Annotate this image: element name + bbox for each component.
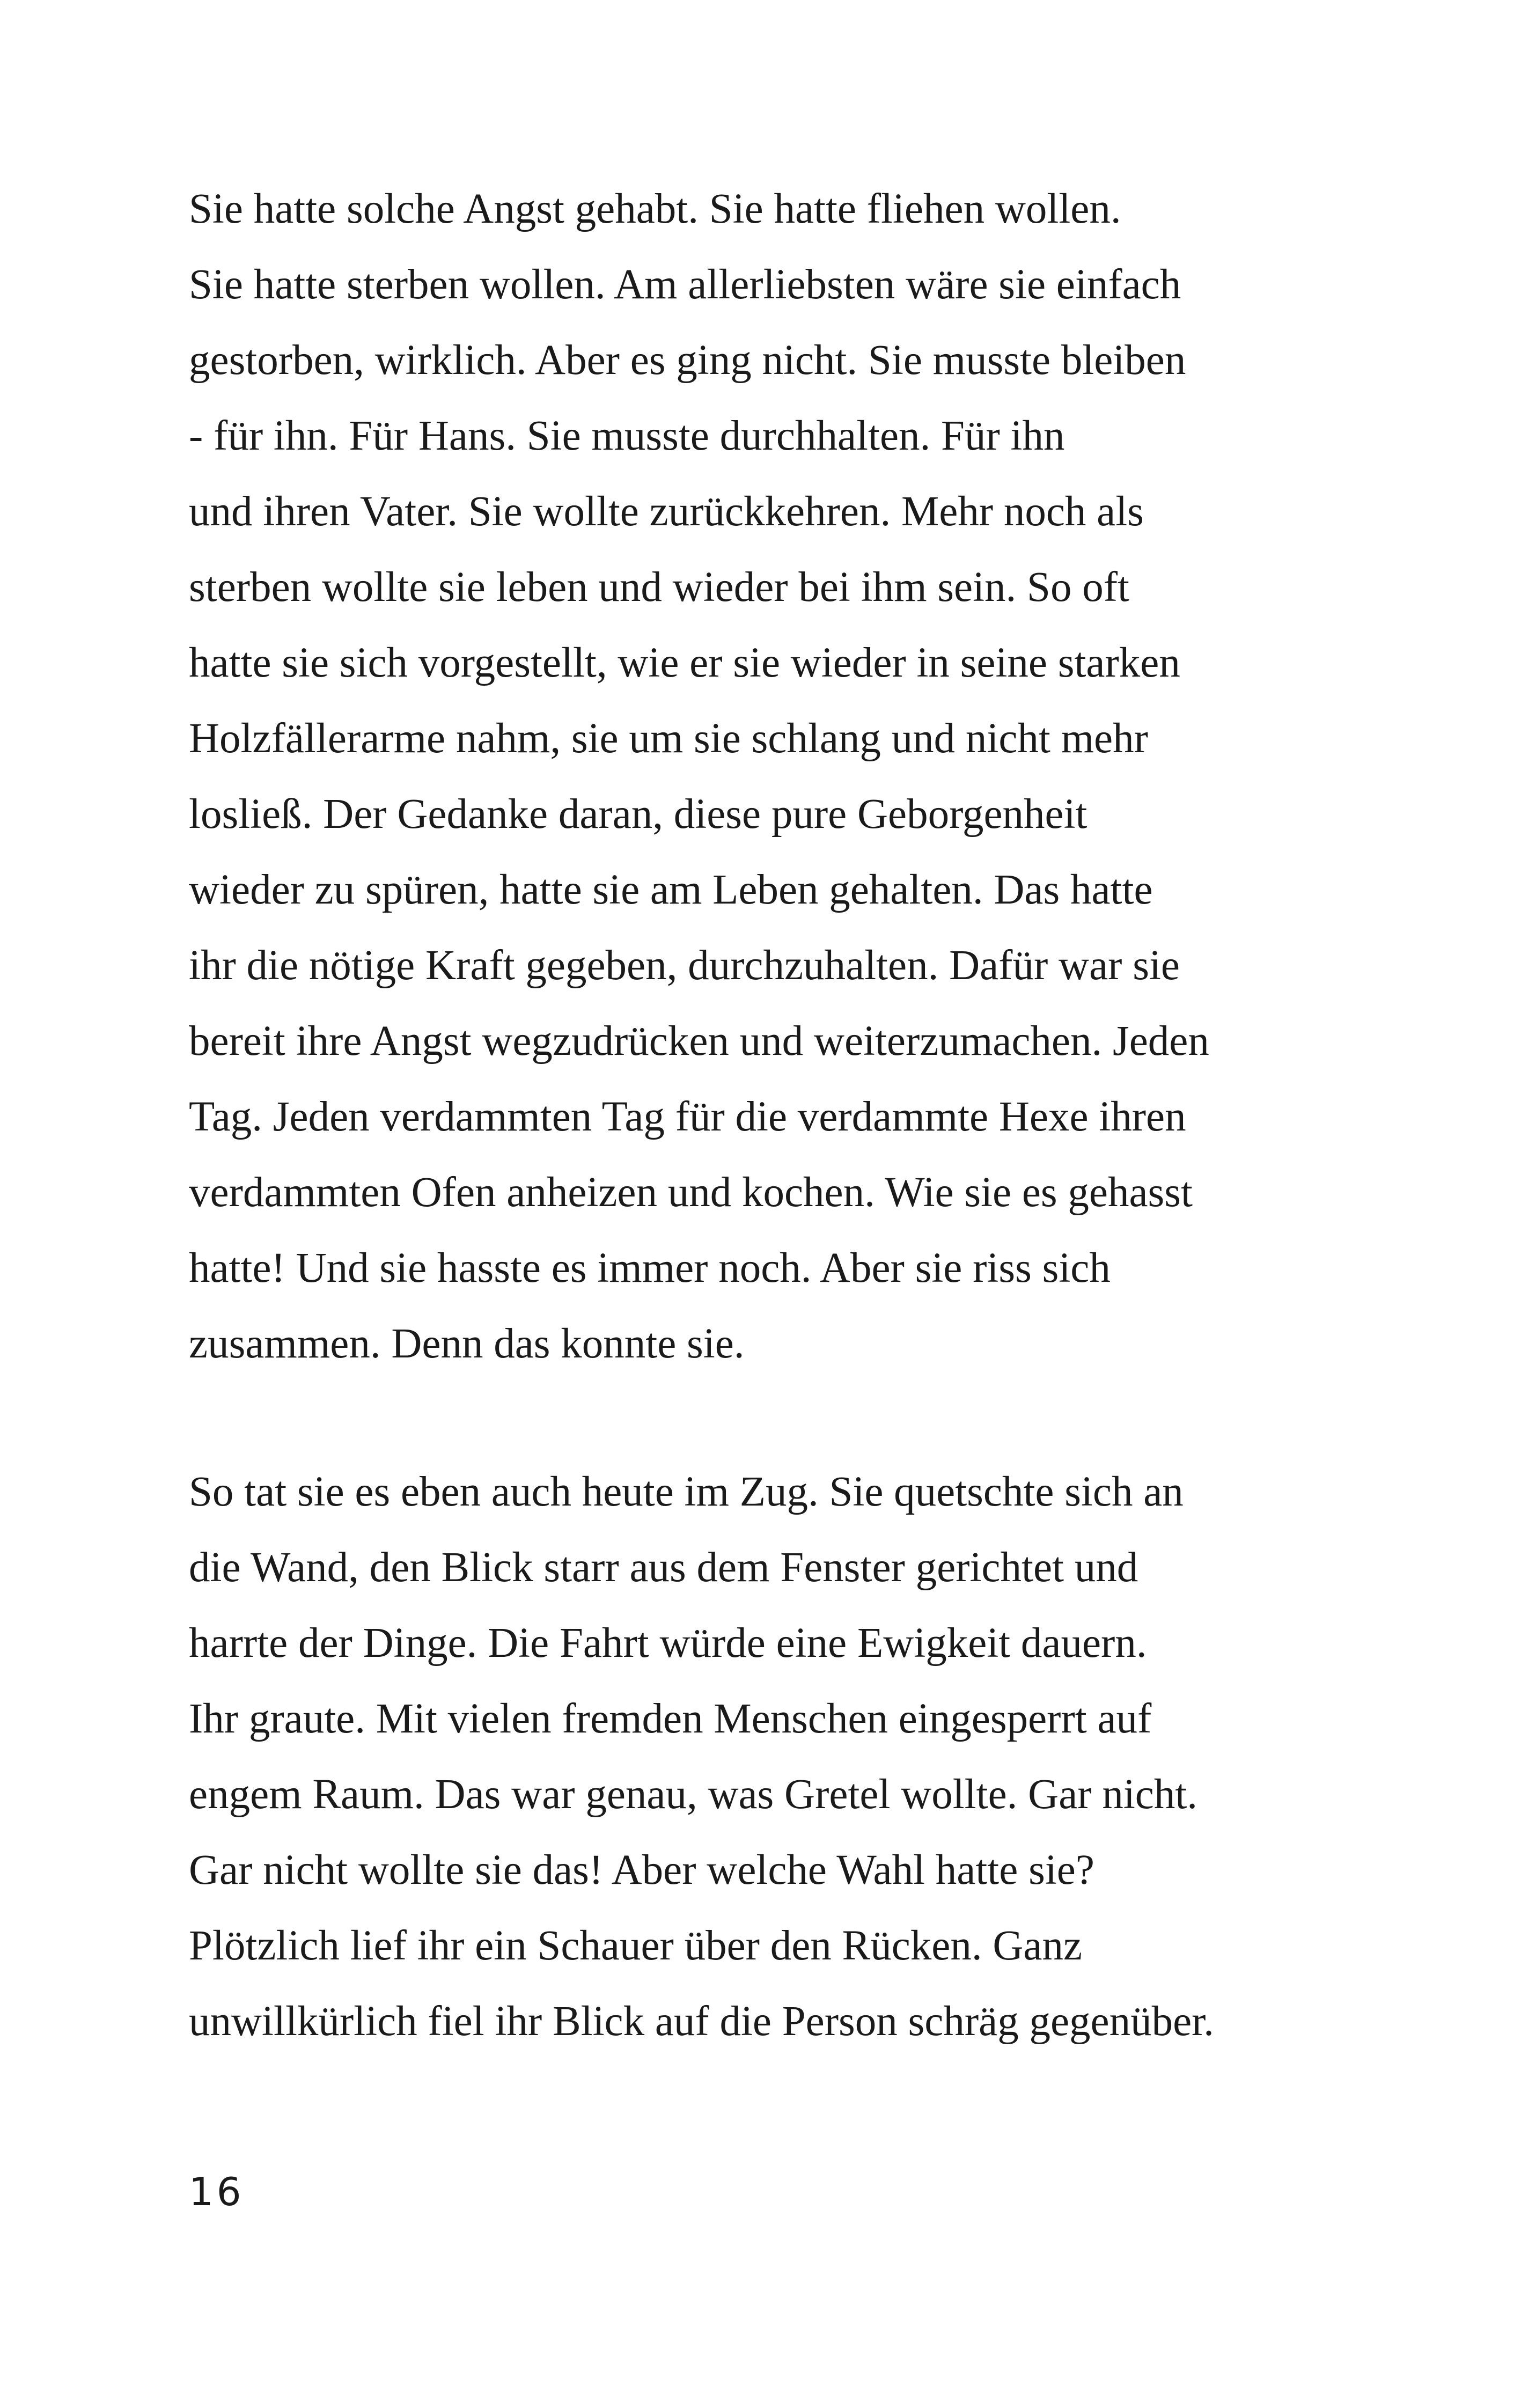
text-line: losließ. Der Gedanke daran, diese pure Geborgenheit <box>189 791 1088 838</box>
text-line: Gar nicht wollte sie das! Aber welche Wahl hatte sie? <box>189 1847 1094 1893</box>
text-line: Sie hatte sterben wollen. Am allerliebsten wäre sie einfach <box>189 261 1181 308</box>
text-line: Tag. Jeden verdammten Tag für die verdammte Hexe ihren <box>189 1093 1186 1140</box>
text-line: sterben wollte sie leben und wieder bei ihm sein. So oft <box>189 564 1129 611</box>
text-line: Holzfällerarme nahm, sie um sie schlang und nicht mehr <box>189 715 1148 762</box>
text-line: Plötzlich lief ihr ein Schauer über den Rücken. Ganz <box>189 1922 1083 1969</box>
text-line: - für ihn. Für Hans. Sie musste durchhalten. Für ihn <box>189 413 1065 459</box>
text-line: ihr die nötige Kraft gegeben, durchzuhalten. Dafür war sie <box>189 942 1180 989</box>
paragraph-2 <box>189 1454 1396 2059</box>
text-line: die Wand, den Blick starr aus dem Fenster gerichtet und <box>189 1544 1138 1591</box>
text-line: gestorben, wirklich. Aber es ging nicht. Sie musste bleiben <box>189 337 1186 384</box>
text-line: und ihren Vater. Sie wollte zurückkehren. Mehr noch als <box>189 488 1144 535</box>
paragraph-1 <box>189 171 1396 1382</box>
text-line: Ihr graute. Mit vielen fremden Menschen eingesperrt auf <box>189 1695 1152 1742</box>
text-line: wieder zu spüren, hatte sie am Leben gehalten. Das hatte <box>189 867 1153 913</box>
text-line: engem Raum. Das war genau, was Gretel wollte. Gar nicht. <box>189 1771 1198 1818</box>
text-line: So tat sie es eben auch heute im Zug. Sie quetschte sich an <box>189 1469 1184 1515</box>
text-line: harrte der Dinge. Die Fahrt würde eine Ewigkeit dauern. <box>189 1620 1147 1666</box>
text-line: hatte sie sich vorgestellt, wie er sie wieder in seine starken <box>189 640 1180 686</box>
text-line: bereit ihre Angst wegzudrücken und weiterzumachen. Jeden <box>189 1018 1209 1064</box>
page-number: 16 <box>189 2169 245 2214</box>
text-line: unwillkürlich fiel ihr Blick auf die Person schräg gegenüber. <box>189 1998 1214 2045</box>
text-line: verdammten Ofen anheizen und kochen. Wie sie es gehasst <box>189 1169 1193 1216</box>
text-line: Sie hatte solche Angst gehabt. Sie hatte fliehen wollen. <box>189 186 1121 232</box>
text-line: zusammen. Denn das konnte sie. <box>189 1320 745 1367</box>
text-line: hatte! Und sie hasste es immer noch. Aber sie riss sich <box>189 1245 1111 1291</box>
